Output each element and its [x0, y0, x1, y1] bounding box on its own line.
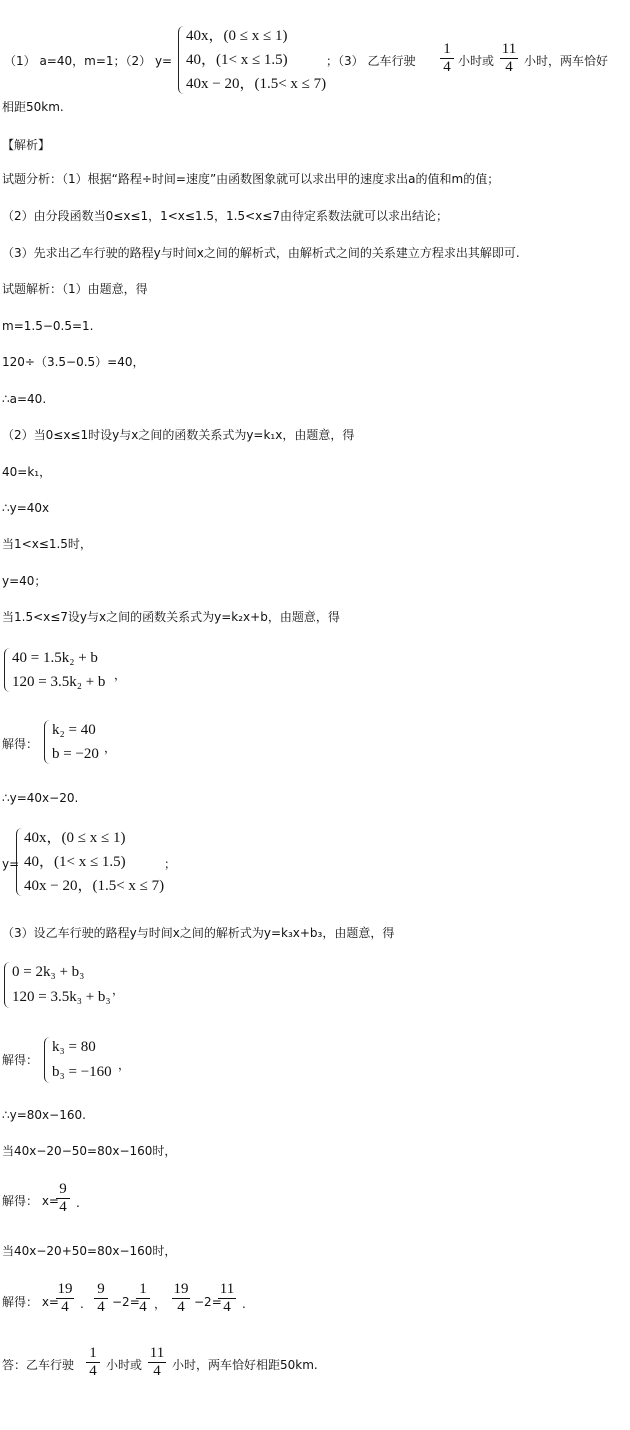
denominator: 4: [59, 1199, 67, 1215]
period: .: [76, 1196, 80, 1210]
x-equals-label: 解得： x=: [2, 1295, 59, 1309]
piece-2: 40，(1< x ≤ 1.5): [24, 854, 126, 870]
fraction-1-4: [136, 1282, 150, 1315]
system-d-row-2: b₃ = −160: [52, 1064, 112, 1080]
denominator: 4: [97, 1299, 105, 1315]
answer-end: 小时，两车恰好: [524, 54, 609, 68]
system-a-row-2: 120 = 3.5k₂ + b: [12, 674, 106, 690]
numerator: 11: [219, 1281, 235, 1297]
solution-10: 当1.5<x≤7设y与x之间的函数关系式为y=k₂x+b，由题意，得: [2, 610, 340, 624]
denominator: 4: [139, 1299, 147, 1315]
equation-system-d: [44, 1037, 126, 1083]
solution-8: 当1<x≤1.5时，: [2, 537, 92, 551]
solution-5: （2）当0≤x≤1时设y与x之间的函数关系式为y=k₁x，由题意，得: [2, 428, 355, 442]
period: .: [242, 1297, 246, 1311]
numerator: 9: [97, 1281, 105, 1297]
fraction-11-4: [500, 42, 518, 75]
numerator: 11: [501, 41, 517, 57]
piece-1: 40x，(0 ≤ x ≤ 1): [186, 28, 288, 44]
denominator: 4: [89, 1363, 97, 1379]
solution-1: 试题解析：（1）由题意，得: [2, 282, 148, 296]
brace: [4, 648, 12, 692]
fraction-11-4: [218, 1282, 236, 1315]
denominator: 4: [443, 59, 451, 75]
solution-11: ∴y=40x−20.: [2, 791, 79, 805]
answer-line2: 相距50km.: [2, 100, 64, 114]
final-part2: 小时或: [106, 1358, 143, 1372]
comma: ，: [154, 1297, 167, 1311]
system-c-row-2: 120 = 3.5k₃ + b₃: [12, 989, 111, 1005]
piece-1: 40x，(0 ≤ x ≤ 1): [24, 830, 126, 846]
denominator: 4: [505, 59, 513, 75]
answer-part3: ；（3） 乙车行驶: [326, 54, 416, 68]
period: .: [80, 1297, 84, 1311]
solution-2: m=1.5−0.5=1.: [2, 319, 94, 333]
fraction-11-4: [148, 1346, 166, 1379]
piece-3: 40x − 20，(1.5< x ≤ 7): [24, 878, 165, 894]
brace: [16, 828, 24, 896]
x-equals-label: 解得： x=: [2, 1194, 59, 1208]
system-b-row-1: k₂ = 40: [52, 722, 96, 738]
numerator: 19: [173, 1281, 189, 1297]
numerator: 1: [139, 1281, 147, 1297]
system-a-row-1: 40 = 1.5k₂ + b: [12, 650, 98, 666]
solution-7: ∴y=40x: [2, 501, 50, 515]
final-part1: 答：乙车行驶: [2, 1358, 75, 1372]
denominator: 4: [61, 1299, 69, 1315]
solution-6: 40=k₁，: [2, 465, 52, 479]
solution-15: 当40x−20+50=80x−160时，: [2, 1244, 177, 1258]
fraction-1-4: [440, 42, 454, 75]
piecewise-system-result: [16, 828, 166, 896]
comma: ，: [104, 741, 117, 755]
numerator: 1: [89, 1345, 97, 1361]
numerator: 9: [59, 1181, 67, 1197]
brace: [44, 1037, 52, 1083]
equation-system-a: [4, 648, 116, 692]
final-part3: 小时，两车恰好相距50km.: [172, 1358, 318, 1372]
numerator: 19: [57, 1281, 73, 1297]
system-c-row-1: 0 = 2k₃ + b₃: [12, 964, 85, 980]
denominator: 4: [223, 1299, 231, 1315]
equation-system-c: [4, 962, 116, 1008]
solution-3: 120÷（3.5−0.5）=40，: [2, 355, 145, 369]
brace: [4, 962, 12, 1008]
denominator: 4: [177, 1299, 185, 1315]
minus-two-equals: −2=: [112, 1295, 140, 1309]
fraction-9-4: [56, 1182, 70, 1215]
minus-two-equals: −2=: [194, 1295, 222, 1309]
solution-13: ∴y=80x−160.: [2, 1108, 86, 1122]
analysis-1: 试题分析：（1）根据“路程÷时间=速度”由函数图象就可以求出甲的速度求出a的值和m的值；: [2, 172, 500, 186]
semicolon: ；: [164, 857, 177, 871]
comma: ，: [112, 983, 125, 997]
piece-3: 40x − 20，(1.5< x ≤ 7): [186, 76, 327, 92]
analysis-2: （2）由分段函数当0≤x≤1，1<x≤1.5，1.5<x≤7由待定系数法就可以求出结论；: [2, 209, 448, 223]
solution-14: 当40x−20−50=80x−160时，: [2, 1144, 177, 1158]
system-d-row-1: k₃ = 80: [52, 1039, 96, 1055]
fraction-19-4: [56, 1282, 74, 1315]
answer-part1: （1） a=40，m=1；（2） y=: [4, 54, 173, 68]
y-equals: y=: [2, 857, 20, 871]
piece-2: 40，(1< x ≤ 1.5): [186, 52, 288, 68]
solution-4: ∴a=40.: [2, 392, 47, 406]
numerator: 1: [443, 41, 451, 57]
system-b-row-2: b = −20: [52, 746, 99, 762]
jiede-label: 解得：: [2, 1053, 39, 1067]
analysis-3: （3）先求出乙车行驶的路程y与时间x之间的解析式，由解析式之间的关系建立方程求出其解即可.: [2, 246, 520, 260]
answer-mid: 小时或: [458, 54, 495, 68]
brace: [44, 720, 52, 764]
solution-12: （3）设乙车行驶的路程y与时间x之间的解析式为y=k₃x+b₃，由题意，得: [2, 926, 395, 940]
solution-9: y=40；: [2, 574, 47, 588]
piecewise-system: [178, 26, 328, 94]
numerator: 11: [149, 1345, 165, 1361]
brace: [178, 26, 186, 94]
denominator: 4: [153, 1363, 161, 1379]
fraction-9-4: [94, 1282, 108, 1315]
comma: ，: [118, 1058, 131, 1072]
analysis-heading: 【解析】: [2, 138, 51, 152]
jiede-label: 解得：: [2, 737, 39, 751]
fraction-1-4: [86, 1346, 100, 1379]
comma: ，: [114, 668, 127, 682]
fraction-19-4: [172, 1282, 190, 1315]
